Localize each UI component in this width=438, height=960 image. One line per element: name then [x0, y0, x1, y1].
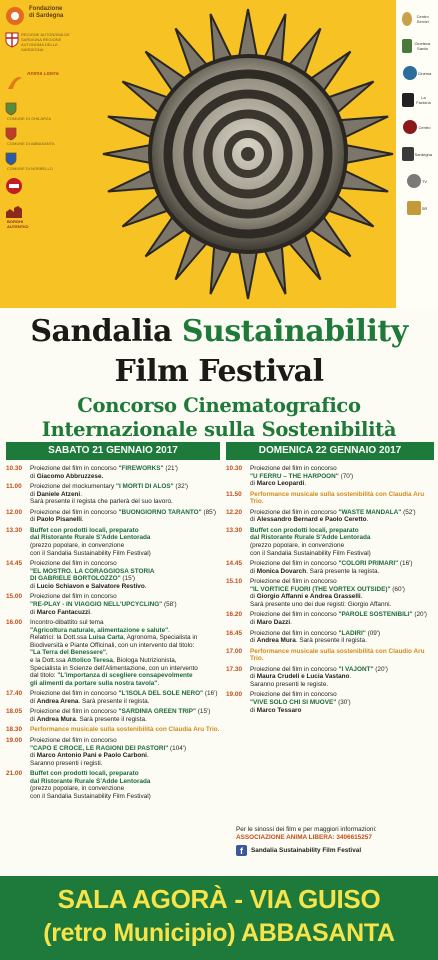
event-time: 17.30: [226, 665, 242, 673]
partner-logo: [402, 8, 432, 30]
event-time: 14.45: [226, 560, 242, 568]
schedule-item: [226, 509, 434, 524]
event-time: 18.30: [6, 726, 22, 734]
partner-logo-icon: [403, 120, 417, 134]
event-text: (20'): [373, 665, 388, 673]
highlight-text: "La Terra del Benessere": [30, 649, 106, 657]
partner-logo-icon: [407, 201, 421, 215]
event-description: [250, 691, 434, 714]
event-text: Proiezione del film in concorso: [30, 560, 117, 568]
event-time: 15.00: [6, 593, 22, 601]
partner-logo: [402, 62, 432, 84]
event-text: (60'): [390, 585, 405, 593]
event-description: [250, 509, 434, 524]
event-text: (09'): [365, 629, 381, 637]
partner-logo-icon: [407, 174, 421, 188]
event-text: di: [250, 619, 257, 627]
author-name: Marco Antonio Pani e Paolo Carboni: [36, 752, 147, 760]
title-line-1: Sandalia Sustainability: [30, 314, 408, 349]
subtitle-line-2: Internazionale sulla Sostenibilità: [41, 418, 397, 441]
event-text: di: [250, 516, 257, 524]
partner-name: SR: [421, 205, 428, 211]
day1-header: SABATO 21 GENNAIO 2017: [6, 442, 220, 460]
highlight-text: "I VAJONT": [338, 665, 374, 673]
event-text: di: [30, 490, 37, 498]
schedule-item: [6, 726, 220, 734]
info-line-1: Per le sinossi dei film e per maggiori informazioni:: [236, 826, 377, 833]
schedule-item: [6, 509, 220, 524]
event-text: di: [250, 706, 257, 714]
event-time: 12.20: [226, 508, 242, 516]
event-text: Saranno presenti i registi.: [30, 759, 103, 767]
event-text: .: [144, 582, 147, 590]
event-text: .: [146, 752, 149, 760]
author-name: Lucio Schiavon e Salvatore Restivo: [36, 582, 145, 590]
highlight-text: Attolico Teresa: [67, 657, 113, 664]
event-text: Specialista in Scienze dell'Alimentazione, con un intervento: [30, 664, 198, 672]
schedule-item: [226, 527, 434, 557]
performance-text: Performance musicale sulla sostenibilità con Claudia Aru Trio.: [250, 490, 425, 506]
sponsor-fondazione: [5, 6, 78, 26]
highlight-text: "COLORI PRIMARI": [338, 560, 399, 568]
event-text: (prezzo popolare, in convenzione: [250, 542, 345, 550]
event-text: .: [81, 516, 84, 524]
event-text: Proiezione del film in concorso: [30, 708, 119, 716]
highlight-text: dal Ristorante Rurale S'Adde Lentorada: [30, 777, 151, 785]
event-description: [250, 465, 434, 488]
event-text: . Sarà presente la regista.: [306, 567, 380, 575]
event-text: di: [30, 697, 37, 705]
regione-crest-icon: [5, 32, 19, 48]
event-time: 15.10: [226, 578, 242, 586]
highlight-text: Buffet con prodotti locali, preparato: [30, 770, 139, 778]
author-name: Marco Leopardi: [256, 480, 305, 488]
venue-banner: [0, 876, 438, 960]
event-text: (70'): [338, 472, 354, 480]
author-name: Andrea Arena: [36, 697, 79, 705]
highlight-text: Buffet con prodotti locali, preparato: [250, 526, 359, 534]
event-description: [30, 726, 220, 734]
event-text: ,: [105, 649, 108, 657]
event-text: Proiezione del film in concorso: [30, 593, 117, 601]
event-text: .: [157, 679, 160, 687]
event-text: (32'): [173, 483, 188, 491]
event-time: 19.00: [226, 691, 242, 699]
event-description: [30, 483, 220, 506]
event-text: (16'): [203, 690, 218, 698]
sun-ray: [103, 145, 154, 164]
event-text: e la Dott.ssa: [30, 657, 68, 664]
event-text: (85'): [201, 508, 217, 516]
event-text: Proiezione del film in concorso: [30, 690, 119, 698]
event-text: di: [30, 608, 37, 616]
schedule-item: [6, 708, 220, 723]
event-description: [30, 593, 220, 616]
event-text: Proiezione del mockumentary: [30, 483, 116, 491]
partner-logo-icon: [402, 12, 412, 26]
event-text: (52'): [401, 508, 416, 516]
highlight-text: "Agricoltura naturale, alimentazione e salute": [30, 626, 169, 634]
event-text: Proiezione del film in concorso: [250, 560, 339, 568]
highlight-text: "EL MOSTRO. LA CORAGGIOSA STORIA: [30, 567, 155, 575]
highlight-text: Buffet con prodotti locali, preparato: [30, 526, 139, 534]
event-text: (16'): [398, 560, 413, 568]
event-description: [30, 560, 220, 590]
facebook-link[interactable]: [236, 845, 432, 856]
event-description: [250, 630, 434, 645]
event-time: 16.00: [6, 619, 22, 627]
partner-column: [396, 0, 438, 308]
highlight-text: dal Ristorante Rurale S'Adde Lentorada: [250, 534, 371, 542]
event-text: (prezzo popolare, in convenzione: [30, 542, 125, 550]
author-name: Daniele Atzeni: [36, 490, 81, 498]
partner-logo: [402, 35, 432, 57]
event-description: [30, 509, 220, 524]
event-text: Biodiversità e Piante Officinali, con un intervento dal titolo:: [30, 641, 195, 649]
event-text: Proiezione del film in concorso: [30, 465, 119, 472]
event-text: con il Sandalia Sustainability Film Festival): [30, 792, 151, 800]
comune-crest-icon: [5, 102, 17, 116]
venue-line-1: SALA AGORÀ - VIA GUISO: [57, 884, 381, 914]
highlight-text: "L'ISOLA DEL SOLE NERO": [118, 690, 204, 698]
info-contact: ASSOCIAZIONE ANIMA LIBERA: 3406615257: [236, 834, 372, 841]
partner-name: Centro: [418, 124, 431, 130]
day2-header: DOMENICA 22 GENNAIO 2017: [226, 442, 434, 460]
highlight-text: Luisa Carta: [88, 634, 124, 642]
partner-logo: [402, 143, 432, 165]
highlight-text: DI GABRIELE BORTOLOZZO": [30, 575, 121, 583]
highlight-text: "BUONGIORNO TARANTO": [118, 508, 202, 516]
sponsor-comune-1: COMUNE DI GHILARZA: [5, 102, 78, 121]
sun-ray: [343, 145, 394, 164]
partner-logo-icon: [403, 66, 417, 80]
performance-text: Performance musicale sulla sostenibilità con Claudio Aru Trio.: [250, 647, 425, 663]
event-description: [250, 527, 434, 557]
event-description: [30, 690, 220, 705]
schedule-item: [6, 737, 220, 767]
schedule-item: [6, 527, 220, 557]
event-description: [30, 770, 220, 800]
partner-logo: [402, 170, 432, 192]
schedule-item: [6, 770, 220, 800]
comune-crest-icon: [5, 152, 17, 166]
event-text: di: [250, 637, 257, 645]
event-text: di: [250, 593, 257, 601]
schedule-item: [226, 611, 434, 626]
venue-line-2: (retro Municipio) ABBASANTA: [43, 919, 395, 947]
event-description: [30, 708, 220, 723]
event-text: Relatrici: la Dott.ssa: [30, 634, 89, 642]
info-box: [236, 826, 432, 868]
event-text: Proiezione del film in concorso: [30, 508, 119, 516]
red-badge-icon: [5, 177, 23, 195]
event-text: di: [250, 480, 257, 488]
event-time: 16.20: [226, 611, 242, 619]
event-description: [30, 465, 220, 480]
partner-name: Centro Servizi: [416, 14, 429, 24]
performance-text: Performance musicale sulla sostenibilità con Claudia Aru Trio.: [30, 726, 220, 734]
event-text: di: [30, 582, 37, 590]
highlight-text: "U FERRU – THE HARPOON": [250, 472, 339, 480]
event-description: [250, 666, 434, 689]
author-name: Maro Dazzi: [256, 619, 291, 627]
facebook-page-name: Sandalia Sustainability Film Festival: [251, 846, 362, 854]
highlight-text: "I MORTI DI ALOS": [115, 483, 174, 491]
fondazione-logo-icon: [5, 6, 25, 26]
event-text: di: [30, 715, 37, 723]
sponsor-comune-2: COMUNE DI ABBASANTA: [5, 127, 78, 146]
sun-ray: [239, 9, 258, 60]
author-name: Alessandro Bernard e Paolo Ceretto: [256, 516, 367, 524]
event-text: .: [366, 516, 369, 524]
schedule-item: [226, 691, 434, 714]
event-text: .: [90, 608, 92, 616]
highlight-text: dal Ristorante Rurale S'Adde Lentorada: [30, 534, 151, 542]
event-time: 13.30: [226, 526, 242, 534]
partner-logo-icon: [402, 147, 414, 161]
author-name: Maura Crudeli e Lucia Vastano: [256, 673, 350, 681]
comune-crest-icon: [5, 127, 17, 141]
schedule-item: [6, 483, 220, 506]
event-text: Proiezione del film in concorso: [250, 629, 339, 637]
event-text: con il Sandalia Sustainability Film Festival): [30, 549, 151, 557]
event-time: 11.00: [6, 483, 22, 491]
event-description: [30, 737, 220, 767]
partner-logo-icon: [402, 39, 412, 53]
event-text: Proiezione del film in concorso: [250, 611, 339, 619]
partner-name: La Factoria: [416, 95, 431, 105]
highlight-text: "SARDINIA GREEN TRIP": [118, 708, 196, 716]
event-description: [250, 560, 434, 575]
highlight-text: "PAROLE SOSTENIBILI": [338, 611, 413, 619]
event-description: [30, 527, 220, 557]
event-text: Proiezione del film in concorso: [250, 691, 337, 699]
highlight-text: gli alimenti da portare sulla nostra tavola": [30, 679, 158, 687]
schedule-item: [6, 593, 220, 616]
event-text: (15'): [196, 708, 211, 716]
event-text: Proiezione del film in concorso: [250, 465, 337, 472]
author-name: Marco Fantacuzzi: [36, 608, 91, 616]
event-text: Proiezione del film in concorso: [250, 665, 339, 673]
highlight-text: "FIREWORKS": [118, 465, 164, 472]
event-time: 10.30: [6, 465, 22, 472]
partner-logo: [402, 197, 432, 219]
event-description: [250, 611, 434, 626]
event-time: 21.00: [6, 770, 22, 778]
author-name: Andrea Mura: [256, 637, 296, 645]
facebook-icon: f: [236, 845, 247, 856]
anima-libera-logo-icon: [5, 72, 25, 92]
event-text: (104'): [168, 744, 187, 752]
event-time: 11.50: [226, 490, 242, 498]
schedule-item: [6, 465, 220, 480]
partner-logo-icon: [402, 93, 414, 107]
partner-logo: [402, 89, 432, 111]
event-text: .: [80, 490, 82, 498]
author-name: Monica Dovarch: [256, 567, 307, 575]
partner-name: TV: [421, 178, 428, 184]
author-name: Marco Tessaro: [256, 706, 302, 714]
highlight-text: "CAPO E CROCE, LE RAGIONI DEI PASTORI": [30, 744, 169, 752]
partner-name: Cineteca Sarda: [414, 41, 431, 51]
event-time: 19.00: [6, 736, 22, 744]
event-text: .: [360, 593, 363, 601]
subtitle-line-1: Concorso Cinematografico: [77, 394, 361, 417]
event-text: di: [250, 673, 257, 681]
event-text: , Biologa Nutrizionista,: [113, 657, 177, 664]
event-text: .: [168, 626, 170, 634]
event-time: 13.30: [6, 526, 22, 534]
sponsor-comune-3: COMUNE DI NORBELLO: [5, 152, 78, 171]
sponsor-red-badge: [5, 177, 78, 195]
schedule-item: [226, 578, 434, 608]
schedule-item: [226, 648, 434, 663]
schedule-item: [226, 560, 434, 575]
event-text: Sarà presente il regista che parlerà del suo lavoro.: [30, 498, 173, 506]
event-text: Saranno presenti le registe.: [250, 680, 329, 688]
author-name: Paolo Pisanelli: [36, 516, 82, 524]
author-name: Giacomo Abbruzzese.: [36, 472, 104, 480]
title-line-2: Film Festival: [114, 354, 324, 389]
event-text: (prezzo popolare, in convenzione: [30, 785, 125, 793]
event-text: . Sarà presente il regista.: [295, 637, 367, 645]
event-text: (30'): [336, 698, 351, 706]
partner-logo: [402, 116, 432, 138]
schedule-item: [6, 690, 220, 705]
event-text: Proiezione del film in concorso: [30, 736, 117, 744]
event-time: 17.00: [226, 647, 242, 655]
highlight-text: "WASTE MANDALA": [338, 508, 402, 516]
event-text: dal titolo:: [30, 672, 58, 680]
sponsor-regione: REGIONE AUTONOMA DE SARDIGNA REGIONE AUTONOMA DELLA SARDEGNA: [5, 32, 78, 64]
borghi-logo-icon: [5, 205, 25, 219]
event-time: 16.45: [226, 629, 242, 637]
sponsor-borghi: BORGHI AUTENTICI: [5, 205, 78, 229]
sun-sculpture-image: [98, 4, 398, 304]
highlight-text: "IL VORTICE FUORI (THE VORTEX OUTSIDE)": [250, 585, 391, 593]
sponsor-anima-libera: Anima Libera: [5, 72, 78, 92]
highlight-text: "L'importanza di scegliere consapevolmente: [57, 672, 193, 680]
highlight-text: "VIVE SOLO CHI SI MUOVE": [250, 698, 337, 706]
event-description: [250, 578, 434, 608]
event-description: [30, 619, 220, 687]
event-description: [250, 648, 434, 663]
day1-schedule: [6, 465, 220, 803]
day2-schedule: [226, 465, 434, 717]
event-text: di: [30, 516, 37, 524]
event-text: .: [304, 480, 307, 488]
event-time: 18.05: [6, 708, 22, 716]
event-text: Proiezione del film in concorso: [250, 508, 339, 516]
sponsor-column: [0, 0, 78, 308]
event-text: di: [30, 752, 37, 760]
author-name: Andrea Mura: [36, 715, 76, 723]
schedule-item: [226, 491, 434, 506]
event-time: 14.45: [6, 560, 22, 568]
event-description: [250, 491, 434, 506]
event-text: (15'): [120, 575, 135, 583]
event-time: 12.00: [6, 508, 22, 516]
event-text: (21'): [163, 465, 178, 472]
event-time: 10.30: [226, 465, 242, 472]
title-block: [0, 308, 438, 442]
event-text: , Agronoma, Specialista in: [123, 634, 198, 642]
event-text: .: [290, 619, 292, 627]
event-text: di: [30, 472, 37, 480]
event-text: (58'): [162, 600, 177, 608]
schedule-item: [6, 619, 220, 687]
highlight-text: "RE-PLAY - IN VIAGGIO NELL'UPCYCLING": [30, 600, 163, 608]
partner-name: Sardegna: [414, 151, 432, 157]
event-text: . Sarà presente il regista.: [75, 715, 147, 723]
fondazione-name: Fondazione di Sardegna: [29, 6, 64, 19]
schedule-item: [226, 666, 434, 689]
event-time: 17.40: [6, 690, 22, 698]
event-text: con il Sandalia Sustainability Film Festival): [250, 549, 371, 557]
event-text: Incontro-dibattito sul tema: [30, 619, 104, 627]
author-name: Giorgio Affanni e Andrea Grasselli: [256, 593, 361, 601]
schedule-item: [226, 465, 434, 488]
highlight-text: "LADIRI": [338, 629, 366, 637]
partner-name: Cinema: [417, 70, 432, 76]
event-text: di: [250, 567, 257, 575]
header-banner: [0, 0, 438, 308]
event-text: Sarà presente uno dei due registi: Giorgio Affanni.: [250, 600, 392, 608]
schedule-item: [6, 560, 220, 590]
event-text: . Sarà presente il regista.: [78, 697, 150, 705]
event-text: .: [349, 673, 352, 681]
event-text: (20'): [412, 611, 427, 619]
sun-ray: [239, 249, 258, 300]
schedule-item: [226, 630, 434, 645]
event-text: Proiezione del film in concorso: [250, 578, 337, 586]
